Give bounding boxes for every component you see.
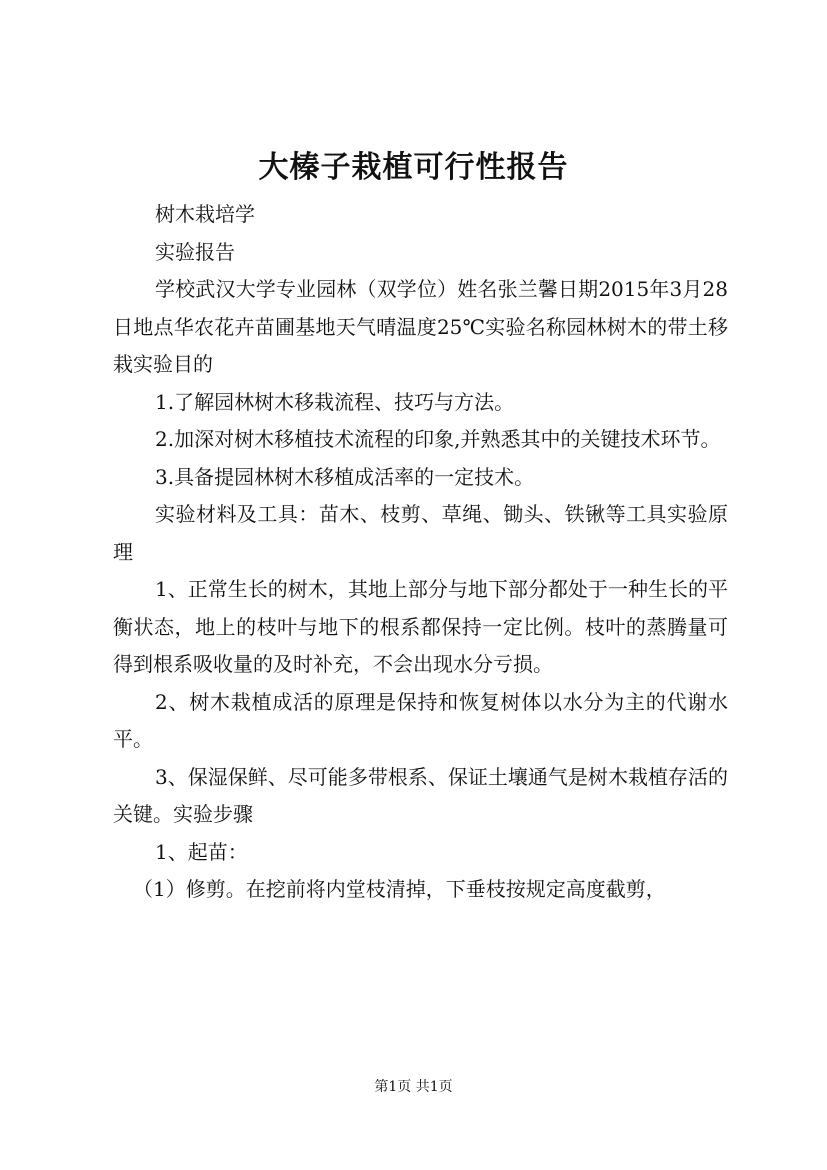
paragraph-course-name: 树木栽培学 <box>155 202 255 226</box>
document-title: 大榛子栽植可行性报告 <box>258 150 569 185</box>
paragraph-objective-1: 1.了解园林树木移栽流程、技巧与方法。 <box>155 389 515 414</box>
paragraph-materials: 实验材料及工具：苗木、枝剪、草绳、锄头、铁锹等工具实验原理 <box>113 502 728 564</box>
document-body <box>113 196 728 909</box>
paragraph-report-info: 学校武汉大学专业园林（双学位）姓名张兰馨日期2015年3月28日地点华农花卉苗圃基地天气晴温度25℃实验名称园林树木的带土移栽实验目的 <box>113 277 728 376</box>
paragraph-principle-2: 2、树木栽植成活的原理是保持和恢复树体以水分为主的代谢水平。 <box>113 689 728 751</box>
paragraph-objective-2: 2.加深对树木移植技术流程的印象,并熟悉其中的关键技术环节。 <box>155 427 721 451</box>
paragraph-objective-3: 3.具备提园林树木移植成活率的一定技术。 <box>155 464 535 489</box>
paragraph-step-1: 1、起苗： <box>155 839 248 864</box>
paragraph-principle-1: 1、正常生长的树木，其地上部分与地下部分都处于一种生长的平衡状态，地上的枝叶与地下的根系都保持一定比例。枝叶的蒸腾量可得到根系吸收量的及时补充，不会出现水分亏损。 <box>113 577 728 676</box>
paragraph-report-type: 实验报告 <box>155 239 235 264</box>
page-footer: 第1页 共1页 <box>374 1079 453 1095</box>
paragraph-step-1-pruning: （1）修剪。在挖前将内堂枝清掉，下垂枝按规定高度截剪， <box>133 877 666 901</box>
paragraph-principle-3: 3、保湿保鲜、尽可能多带根系、保证土壤通气是树木栽植存活的关键。实验步骤 <box>113 764 728 826</box>
